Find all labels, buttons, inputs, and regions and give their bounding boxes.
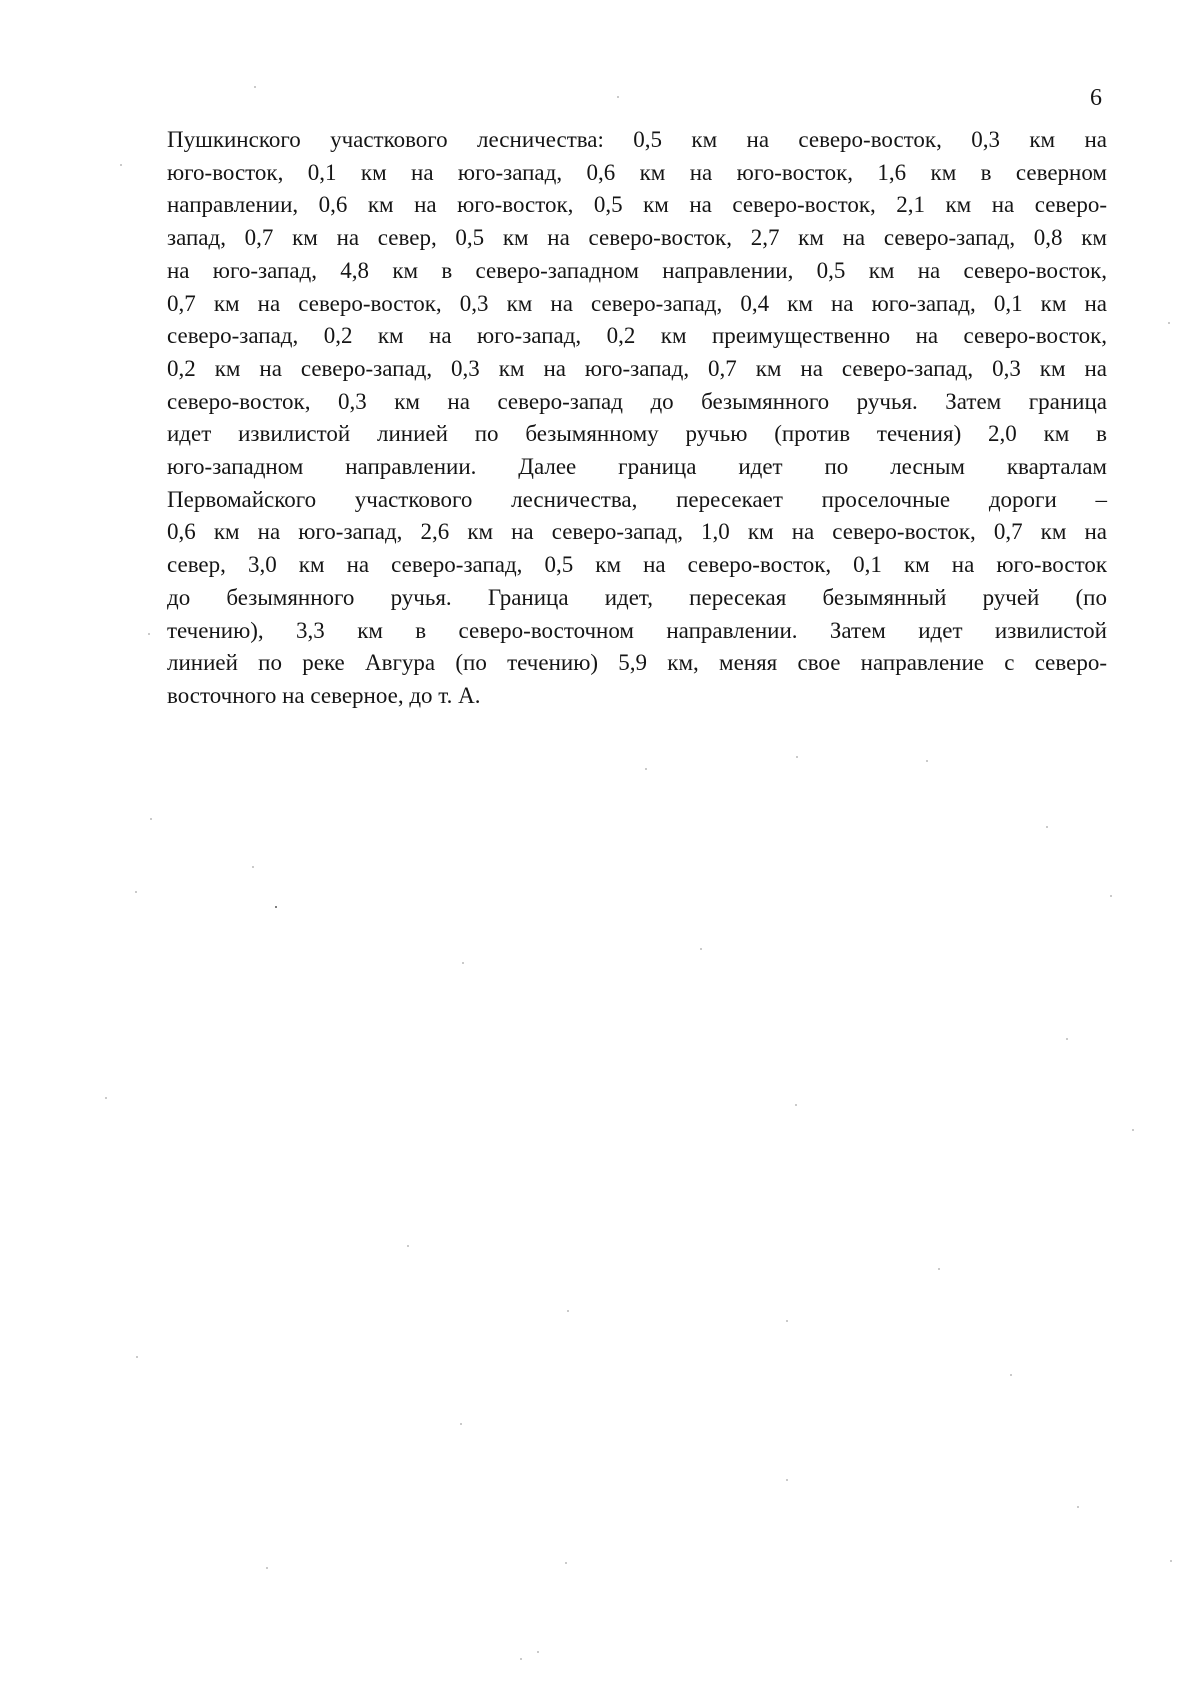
text-line: северо-запад, 0,2 км на юго-запад, 0,2 км преимущественно на северо-восток, [167, 323, 1107, 349]
text-line: запад, 0,7 км на север, 0,5 км на северо-восток, 2,7 км на северо-запад, 0,8 км [167, 225, 1107, 251]
text-line: до безымянного ручья. Граница идет, пересекая безымянный ручей (по [167, 584, 1107, 610]
scan-speck [105, 1097, 107, 1099]
scan-speck [617, 96, 619, 98]
text-line: Пушкинского участкового лесничества: 0,5 км на северо-восток, 0,3 км на [167, 127, 1107, 152]
text-line: 0,2 км на северо-запад, 0,3 км на юго-запад, 0,7 км на северо-запад, 0,3 км на [167, 355, 1107, 381]
scan-speck [266, 1567, 268, 1569]
body-text [167, 124, 1107, 713]
scan-speck [1066, 1038, 1068, 1040]
scan-speck [1170, 1560, 1172, 1562]
text-line: северо-восток, 0,3 км на северо-запад до безымянного ручья. Затем граница [167, 388, 1107, 414]
scan-speck [786, 1479, 788, 1481]
text-line: идет извилистой линией по безымянному ручью (против течения) 2,0 км в [167, 421, 1107, 447]
text-line: Первомайского участкового лесничества, пересекает проселочные дороги – [167, 486, 1107, 512]
scan-speck [460, 1423, 462, 1425]
scan-speck [565, 1562, 567, 1564]
scan-speck [252, 866, 254, 868]
scan-speck [645, 768, 647, 770]
scan-speck [938, 1268, 940, 1270]
text-line: север, 3,0 км на северо-запад, 0,5 км на северо-восток, 0,1 км на юго-восток [167, 552, 1107, 578]
scan-speck [537, 1651, 539, 1653]
scan-speck [796, 756, 798, 758]
scan-speck [150, 818, 152, 820]
scan-speck [407, 1245, 409, 1247]
scan-speck [1132, 1129, 1134, 1131]
scan-speck [1010, 1374, 1012, 1376]
scan-speck [148, 633, 150, 635]
scan-speck [275, 906, 277, 908]
page-number: 6 [1090, 85, 1102, 111]
text-line: на юго-запад, 4,8 км в северо-западном направлении, 0,5 км на северо-восток, [167, 257, 1107, 283]
scan-speck [795, 1104, 797, 1106]
scan-speck [700, 948, 702, 950]
scan-speck [786, 1320, 788, 1322]
scan-speck [567, 1310, 569, 1312]
scan-speck [120, 164, 122, 166]
scan-speck [1110, 895, 1112, 897]
scan-speck [1046, 826, 1048, 828]
text-line: течению), 3,3 км в северо-восточном направлении. Затем идет извилистой [167, 617, 1107, 643]
scan-speck [254, 86, 256, 88]
scan-speck [926, 760, 928, 762]
text-line: 0,6 км на юго-запад, 2,6 км на северо-запад, 1,0 км на северо-восток, 0,7 км на [167, 519, 1107, 545]
text-line: 0,7 км на северо-восток, 0,3 км на северо-запад, 0,4 км на юго-запад, 0,1 км на [167, 290, 1107, 316]
scan-speck [1077, 1506, 1079, 1508]
scan-speck [135, 891, 137, 893]
text-line: юго-западном направлении. Далее граница идет по лесным кварталам [167, 454, 1107, 480]
text-line: восточного на северное, до т. А. [167, 682, 481, 708]
scan-speck [1168, 322, 1170, 324]
scan-speck [520, 1658, 522, 1660]
text-line: юго-восток, 0,1 км на юго-запад, 0,6 км на юго-восток, 1,6 км в северном [167, 159, 1107, 185]
text-line: линией по реке Авгура (по течению) 5,9 км, меняя свое направление с северо- [167, 650, 1107, 676]
scan-speck [136, 1356, 138, 1358]
text-line: направлении, 0,6 км на юго-восток, 0,5 км на северо-восток, 2,1 км на северо- [167, 192, 1107, 218]
scan-speck [462, 962, 464, 964]
